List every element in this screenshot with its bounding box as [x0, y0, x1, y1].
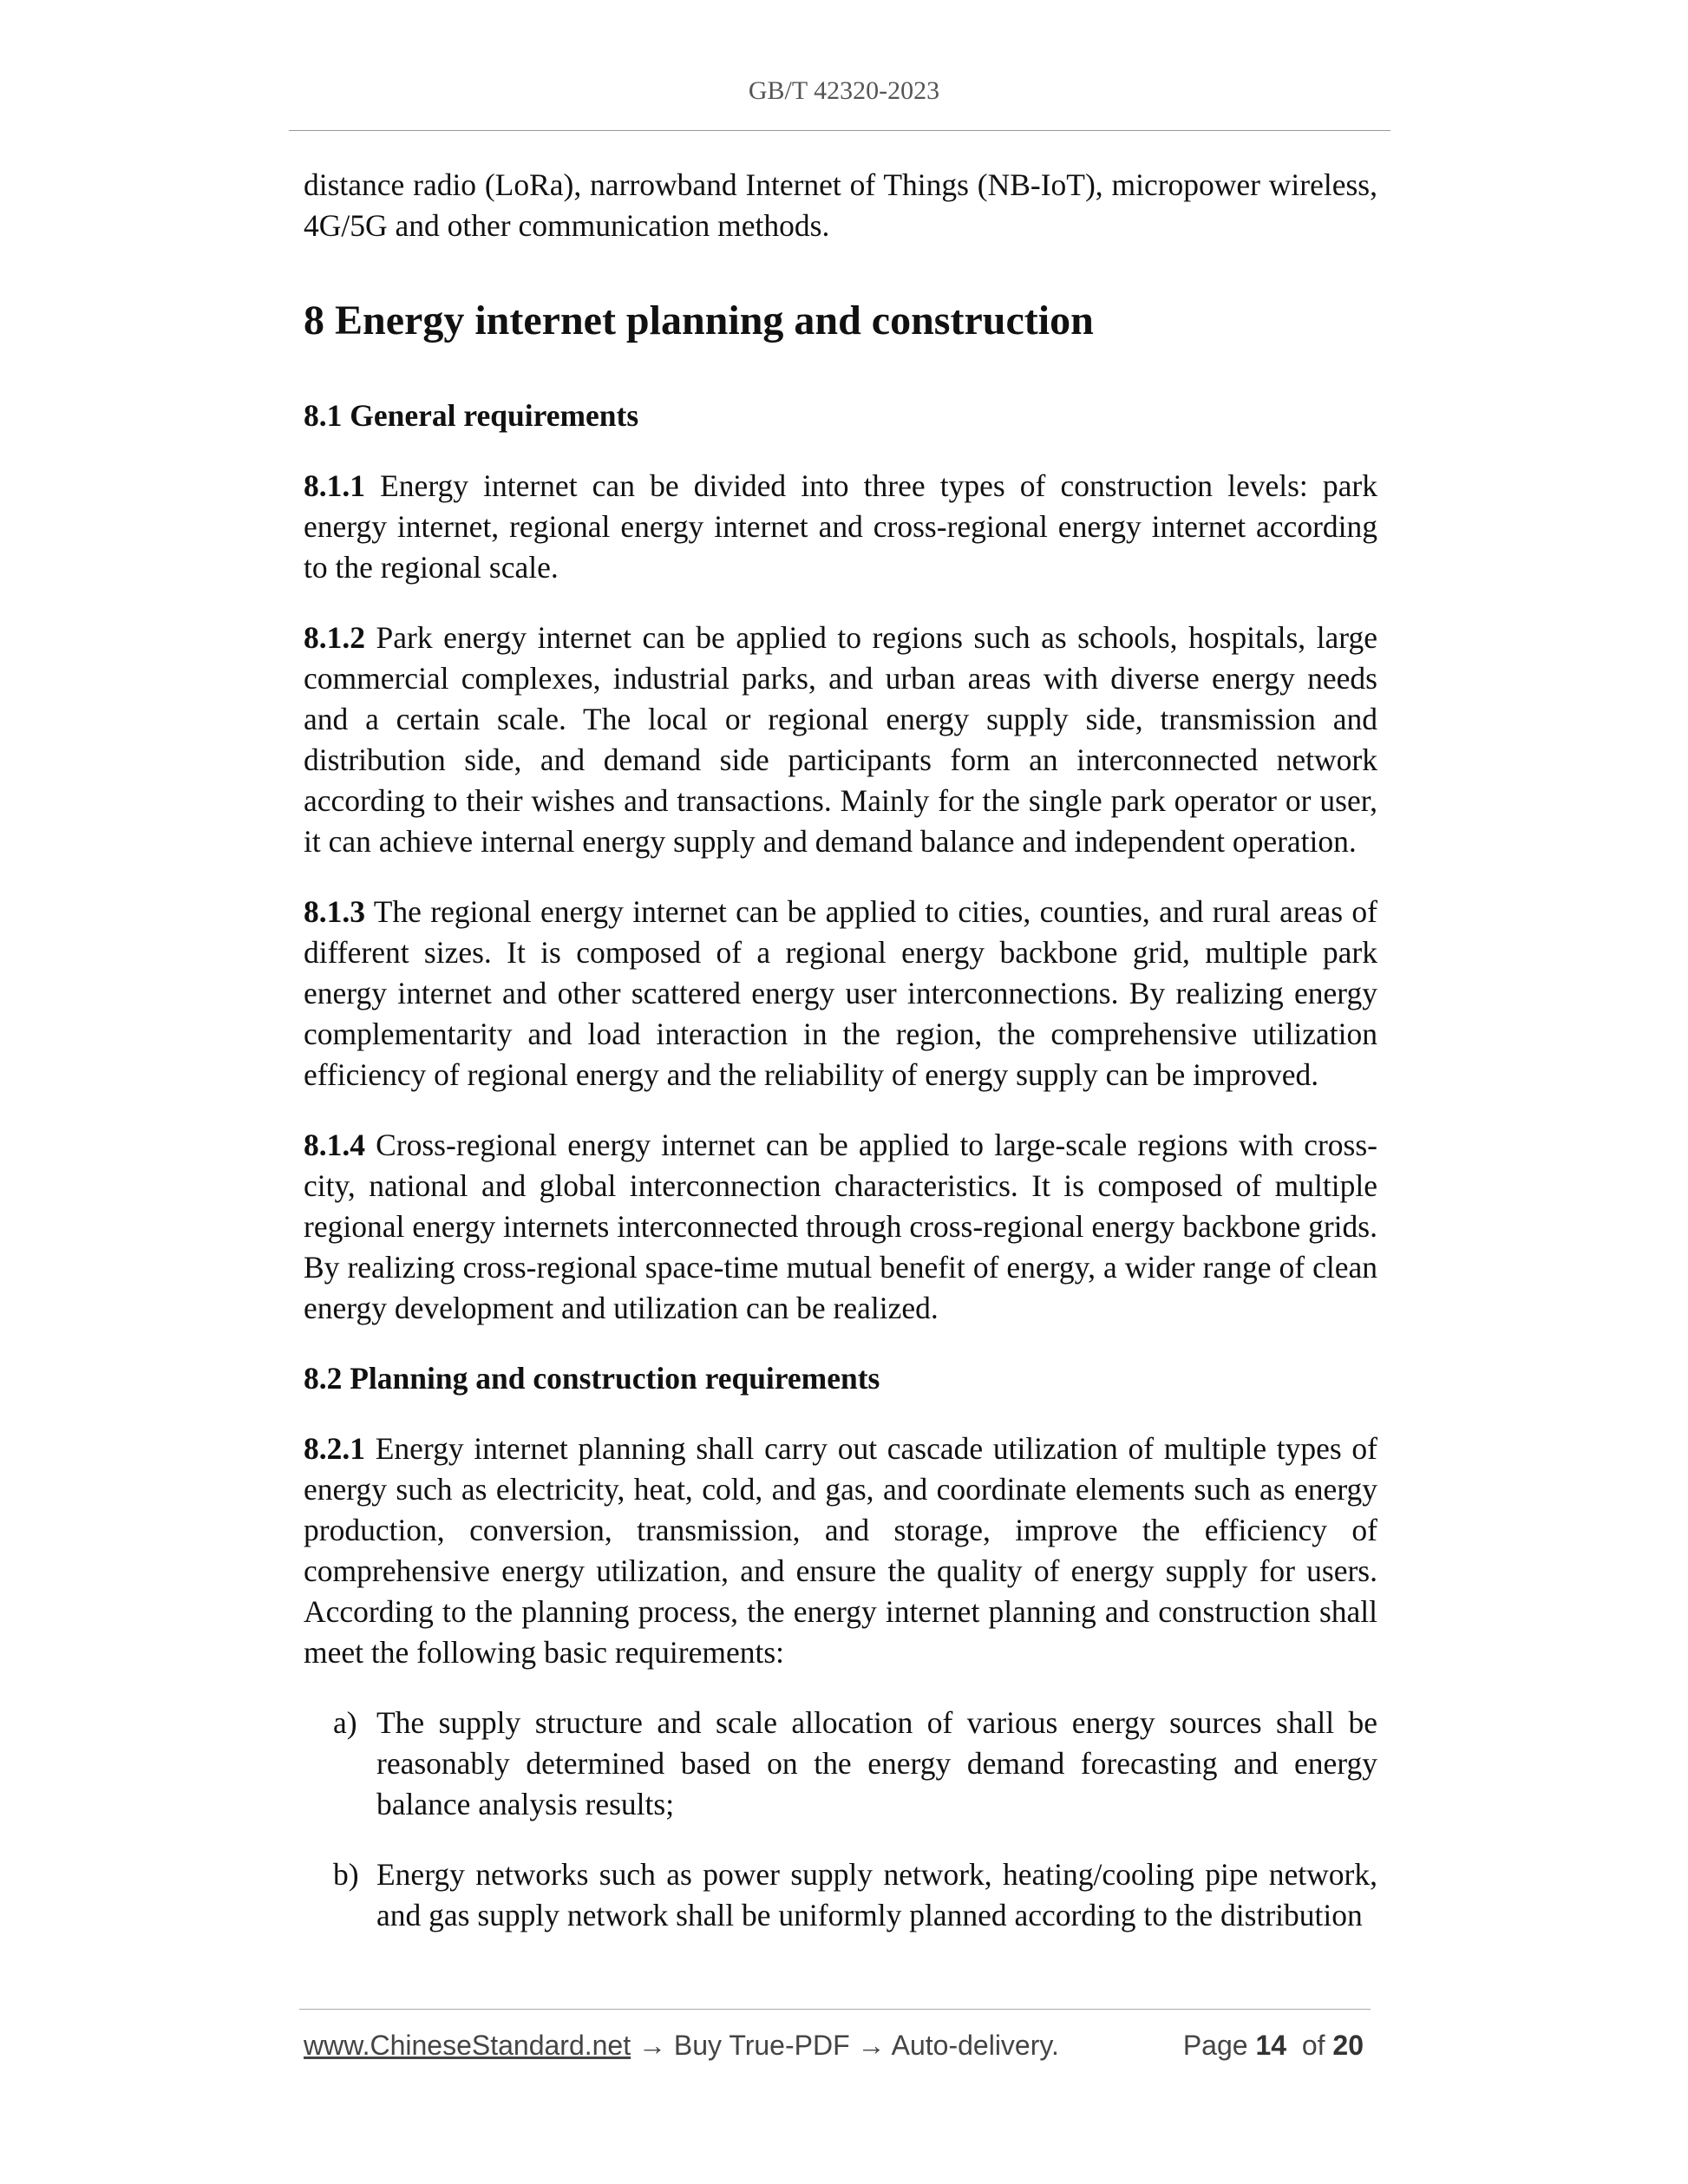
clause-number: 8.1.4	[304, 1128, 365, 1162]
clause-text: The regional energy internet can be applied to cities, counties, and rural areas of different sizes. It is composed of a regional energy backbone grid, multiple park energy internet and other scattered energy user interconnections. By realizing energy complementarity and load interaction in the region, the comprehensive utilization efficiency of regional energy and the reliability of energy supply can be improved.	[304, 894, 1377, 1092]
list-marker: a)	[333, 1705, 357, 1740]
page-indicator	[1183, 2030, 1364, 2062]
clause-number: 8.1.2	[304, 620, 365, 655]
section-heading-8: 8 Energy internet planning and construction	[304, 298, 1094, 343]
list-item-text: The supply structure and scale allocation of various energy sources shall be reasonably determined based on the energy demand forecasting and energy balance analysis results;	[376, 1705, 1377, 1821]
clause-text: Park energy internet can be applied to regions such as schools, hospitals, large commercial complexes, industrial parks, and urban areas with diverse energy needs and a certain scale. The local or regional energy supply side, transmission and distribution side, and demand side participants form an interconnected network according to their wishes and transactions. Mainly for the single park operator or user, it can achieve internal energy supply and demand balance and independent operation.	[304, 620, 1377, 859]
page-total: 20	[1332, 2030, 1364, 2061]
clause-8-1-4	[304, 1125, 1377, 1329]
clause-number: 8.2.1	[304, 1431, 365, 1466]
page-content	[304, 165, 1377, 1965]
page-current: 14	[1255, 2030, 1287, 2061]
clause-number: 8.1.3	[304, 894, 365, 929]
paragraph-continuation: distance radio (LoRa), narrowband Internet of Things (NB-IoT), micropower wireless, 4G/5G and other communication methods.	[304, 167, 1377, 243]
clause-8-2-1	[304, 1429, 1377, 1673]
standard-code-header: GB/T 42320-2023	[748, 76, 940, 105]
page-of: of	[1301, 2030, 1325, 2061]
page-footer	[304, 2030, 1371, 2062]
clause-text: Cross-regional energy internet can be applied to large-scale regions with cross-city, national and global interconnection characteristics. It is composed of multiple regional energy internets interconnected through cross-regional energy backbone grids. By realizing cross-regional space-time mutual benefit of energy, a wider range of clean energy development and utilization can be realized.	[304, 1128, 1377, 1325]
clause-text: Energy internet can be divided into three types of construction levels: park energy internet, regional energy internet and cross-regional energy internet according to the regional scale.	[304, 468, 1377, 585]
subsection-heading-8-1: 8.1 General requirements	[304, 398, 639, 433]
footer-divider	[299, 2009, 1371, 2010]
page-label: Page	[1182, 2030, 1248, 2061]
list-item-text: Energy networks such as power supply network, heating/cooling pipe network, and gas supply network shall be uniformly planned according to the distribution	[376, 1857, 1377, 1932]
clause-8-1-2	[304, 618, 1377, 862]
clause-text: Energy internet planning shall carry out cascade utilization of multiple types of energy such as electricity, heat, cold, and gas, and coordinate elements such as energy production, conversion, transmission, and storage, improve the efficiency of comprehensive energy utilization, and ensure the quality of energy supply for users. According to the planning process, the energy internet planning and construction shall meet the following basic requirements:	[304, 1431, 1377, 1670]
header-divider	[289, 130, 1390, 131]
list-marker: b)	[333, 1857, 359, 1892]
subsection-heading-8-2: 8.2 Planning and construction requirements	[304, 1361, 880, 1396]
list-item-a	[304, 1703, 1377, 1825]
footer-tagline: → Buy True-PDF → Auto-delivery.	[631, 2030, 1059, 2061]
list-item-b	[304, 1854, 1377, 1936]
website-link[interactable]: www.ChineseStandard.net	[304, 2030, 631, 2061]
clause-number: 8.1.1	[304, 468, 365, 503]
clause-8-1-1	[304, 466, 1377, 588]
clause-8-1-3	[304, 892, 1377, 1095]
